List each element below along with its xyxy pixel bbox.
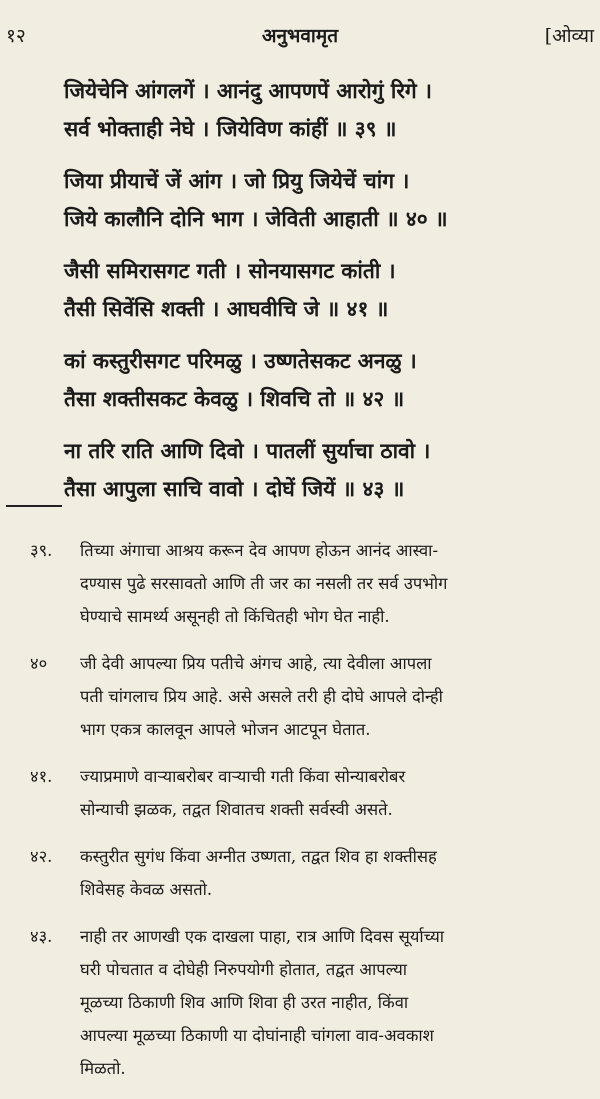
verse-line: जिये कालौनि दोनि भाग । जेविती आहाती ॥ ४० ॥ [64, 206, 448, 231]
verse-stanza-41 [64, 252, 584, 328]
commentary-line: तिच्या अंगाचा आश्रय करून देव आपण होऊन आनंद आस्वा- [80, 541, 439, 560]
commentary-entry-41 [10, 760, 590, 826]
entry-number: ३९. [30, 541, 53, 560]
commentary-entry-42 [10, 840, 590, 906]
commentary-line: नाही तर आणखी एक दाखला पाहा, रात्र आणि दिवस सूर्याच्या [80, 927, 445, 946]
commentary-line: पती चांगलाच प्रिय आहे. असे असले तरी ही दोघे आपले दोन्ही [80, 687, 443, 706]
verse-stanza-39 [64, 72, 584, 148]
section-divider [6, 505, 62, 507]
entry-number: ४२. [30, 847, 53, 866]
commentary-line: जी देवी आपल्या प्रिय पतीचे अंगच आहे, त्या देवीला आपला [80, 654, 432, 673]
entry-number: ४१. [30, 767, 53, 786]
commentary-line: शिवेसह केवळ असतो. [80, 880, 213, 899]
commentary-line: कस्तुरीत सुगंध किंवा अग्नीत उष्णता, तद्वत शिव हा शक्तीसह [80, 847, 437, 866]
commentary-entry-40 [10, 647, 590, 746]
commentary-line: आपल्या मूळच्या ठिकाणी या दोघांनाही चांगला वाव-अवकाश [80, 1026, 434, 1045]
commentary-entry-43 [10, 920, 590, 1085]
verse-line: जिया प्रीयाचें जें आंग । जो प्रियु जियेचें चांग । [64, 168, 410, 193]
verse-line: तैसा आपुला साचि वावो । दोघें जियें ॥ ४३ ॥ [64, 476, 405, 501]
entry-number: ४० [30, 654, 48, 673]
commentary-entry-39 [10, 534, 590, 633]
verse-stanza-42 [64, 342, 584, 418]
verse-section [64, 72, 584, 522]
commentary-section [10, 534, 590, 1099]
commentary-line: भाग एकत्र कालवून आपले भोजन आटपून घेतात. [80, 720, 371, 739]
verse-line: कां कस्तुरीसगट परिमळु । उष्णतेसकट अनळु । [64, 348, 417, 373]
verse-line: सर्व भोक्ताही नेघे । जियेविण कांहीं ॥ ३९ ॥ [64, 116, 397, 141]
commentary-line: दण्यास पुढे सरसावतो आणि ती जर का नसली तर सर्व उपभोग [80, 574, 448, 593]
verse-line: तैसा शक्तीसकट केवळु । शिवचि तो ॥ ४२ ॥ [64, 386, 405, 411]
verse-line: तैसी सिवेंसि शक्ती । आघवीचि जे ॥ ४१ ॥ [64, 296, 389, 321]
verse-stanza-40 [64, 162, 584, 238]
verse-line: जियेचेनि आंगलगें । आनंदु आपणपें आरोगुं रिगे । [64, 78, 433, 103]
commentary-line: ज्याप्रमाणे वाऱ्याबरोबर वाऱ्याची गती किंवा सोन्याबरोबर [80, 767, 406, 786]
verse-stanza-43 [64, 432, 584, 508]
page-header [0, 22, 600, 58]
page-title: अनुभवामृत [261, 25, 339, 47]
verse-line: जैसी समिरासगट गती । सोनयासगट कांती । [64, 258, 396, 283]
page-number: १२ [6, 25, 26, 47]
commentary-line: मूळच्या ठिकाणी शिव आणि शिवा ही उरत नाहीत, किंवा [80, 993, 409, 1012]
entry-number: ४३. [30, 927, 53, 946]
commentary-line: घेण्याचे सामर्थ्य असूनही तो किंचितही भोग घेत नाही. [80, 607, 390, 626]
commentary-line: मिळतो. [80, 1059, 126, 1078]
chapter-label: [ओव्या [544, 25, 594, 47]
commentary-line: घरी पोचतात व दोघेही निरुपयोगी होतात, तद्वत आपल्या [80, 960, 408, 979]
verse-line: ना तरि राति आणि दिवो । पातलीं सुर्याचा ठावो । [64, 438, 431, 463]
commentary-line: सोन्याची झळक, तद्वत शिवातच शक्ती सर्वस्वी असते. [80, 800, 393, 819]
